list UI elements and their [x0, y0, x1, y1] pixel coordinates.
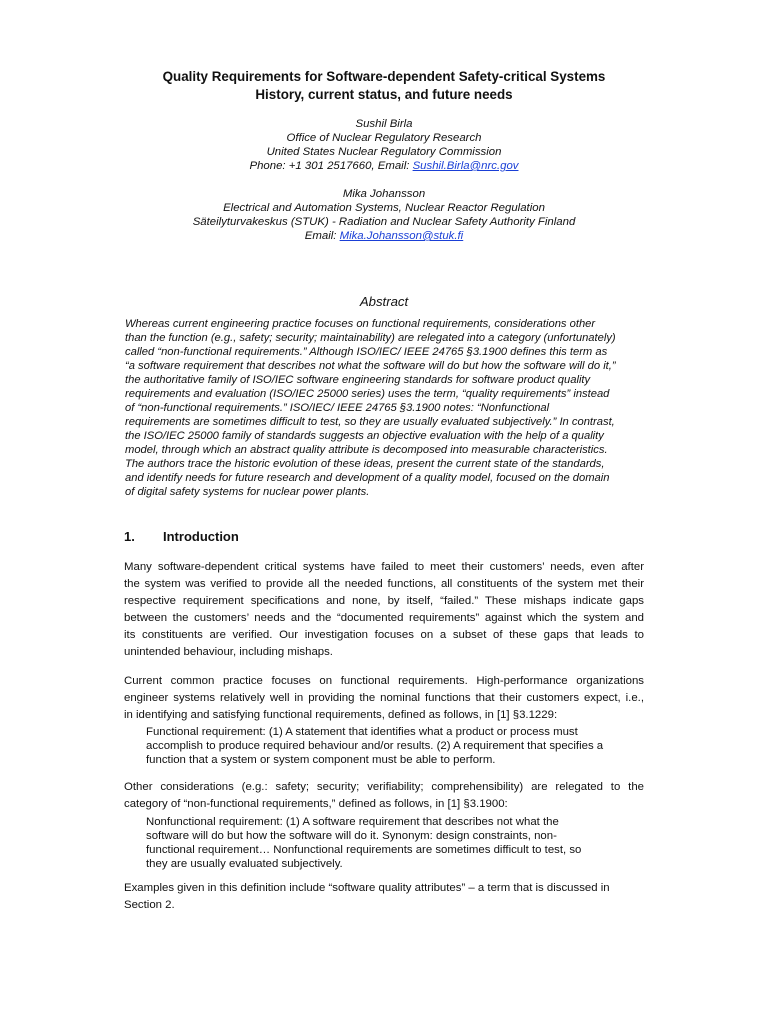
body-line: its constituents are verified. Our investigation focuses on a subset of these gaps that leads to: [124, 629, 644, 641]
abstract-line: than the function (e.g., safety; security; maintainability) are relegated into a category (unfortunately): [125, 332, 616, 344]
author-1-email-link[interactable]: Sushil.Birla@nrc.gov: [412, 160, 519, 172]
body-line: Current common practice focuses on functional requirements. High-performance organizations: [124, 675, 644, 687]
body-line: unintended behaviour, including mishaps.: [124, 646, 333, 658]
quote-line: Functional requirement: (1) A statement that identifies what a product or process must: [146, 726, 578, 738]
quote-line: function that a system or system component must be able to perform.: [146, 754, 496, 766]
section-number: 1.: [124, 529, 135, 544]
body-line: the system was verified to provide all the needed functions, all constituents of the system met their: [124, 578, 644, 590]
abstract-line: of digital safety systems for nuclear power plants.: [125, 486, 370, 498]
author-2-contact: [0, 229, 768, 243]
author-1-affiliation-2: United States Nuclear Regulatory Commission: [266, 146, 502, 158]
abstract-line: “a software requirement that describes not what the software will do but how the software will do it,”: [125, 360, 616, 372]
abstract-heading: Abstract: [359, 294, 409, 309]
author-2-name: Mika Johansson: [342, 188, 426, 200]
body-line: Section 2.: [124, 899, 175, 911]
abstract-line: and identify needs for future research and development of a quality model, focused on the domain: [125, 472, 610, 484]
body-line: Examples given in this definition include “software quality attributes” – a term that is discussed in: [124, 882, 610, 894]
abstract-line: of “non-functional requirements.” ISO/IEC/ IEEE 24765 §3.1900 notes: “Nonfunctional: [125, 402, 550, 414]
author-1-contact-prefix: Phone: +1 301 2517660, Email:: [249, 160, 413, 172]
abstract-line: model, through which an abstract quality attribute is decomposed into measurable characteristics.: [125, 444, 608, 456]
body-line: Many software-dependent critical systems have failed to meet their customers’ needs, even after: [124, 561, 644, 573]
author-2-affiliation-1: Electrical and Automation Systems, Nuclear Reactor Regulation: [223, 202, 545, 214]
quote-line: they are usually evaluated subjectively.: [146, 858, 343, 870]
abstract-line: Whereas current engineering practice focuses on functional requirements, considerations other: [125, 318, 596, 330]
quote-line: Nonfunctional requirement: (1) A software requirement that describes not what the: [146, 816, 559, 828]
abstract-line: called “non-functional requirements.” Although ISO/IEC/ IEEE 24765 §3.1900 defines this term as: [125, 346, 608, 358]
body-line: Other considerations (e.g.: safety; security; verifiability; comprehensibility) are relegated to the: [124, 781, 644, 793]
author-2-email-link[interactable]: Mika.Johansson@stuk.fi: [339, 230, 464, 242]
section-title: Introduction: [163, 529, 239, 544]
paper-title-line-2: History, current status, and future needs: [255, 87, 513, 102]
body-line: category of “non-functional requirements,” defined as follows, in [1] §3.1900:: [124, 798, 508, 810]
author-1-name: Sushil Birla: [355, 118, 413, 130]
abstract-line: the authoritative family of ISO/IEC software engineering standards for software product quality: [125, 374, 591, 386]
body-line: in identifying and satisfying functional requirements, defined as follows, in [1] §3.1229:: [124, 709, 558, 721]
author-1-contact: [0, 159, 768, 173]
abstract-line: requirements are sometimes difficult to test, so they are usually evaluated subjectively.” In contrast,: [125, 416, 615, 428]
abstract-line: requirements and evaluation (ISO/IEC 25000 series) uses the term, “quality requirements” instead: [125, 388, 610, 400]
author-1-affiliation-1: Office of Nuclear Regulatory Research: [286, 132, 482, 144]
paper-title-line-1: Quality Requirements for Software-dependent Safety-critical Systems: [162, 69, 606, 84]
abstract-line: The authors trace the historic evolution of these ideas, present the current state of the standards,: [125, 458, 605, 470]
body-line: respective requirement specifications and none, by itself, “failed.” These mishaps indicate gaps: [124, 595, 644, 607]
body-line: between the customers’ needs and the “documented requirements” against which the system and: [124, 612, 644, 624]
body-line: engineer systems relatively well in providing the nominal functions that their customers expect, i.e.,: [124, 692, 644, 704]
author-2-affiliation-2: Säteilyturvakeskus (STUK) - Radiation and Nuclear Safety Authority Finland: [192, 216, 576, 228]
quote-line: software will do but how the software will do it. Synonym: design constraints, non-: [146, 830, 557, 842]
abstract-line: the ISO/IEC 25000 family of standards suggests an objective evaluation with the help of a quality: [125, 430, 604, 442]
quote-line: accomplish to produce required behaviour and/or results. (2) A requirement that specifies a: [146, 740, 604, 752]
quote-line: functional requirement… Nonfunctional requirements are sometimes difficult to test, so: [146, 844, 582, 856]
author-2-contact-prefix: Email:: [304, 230, 340, 242]
